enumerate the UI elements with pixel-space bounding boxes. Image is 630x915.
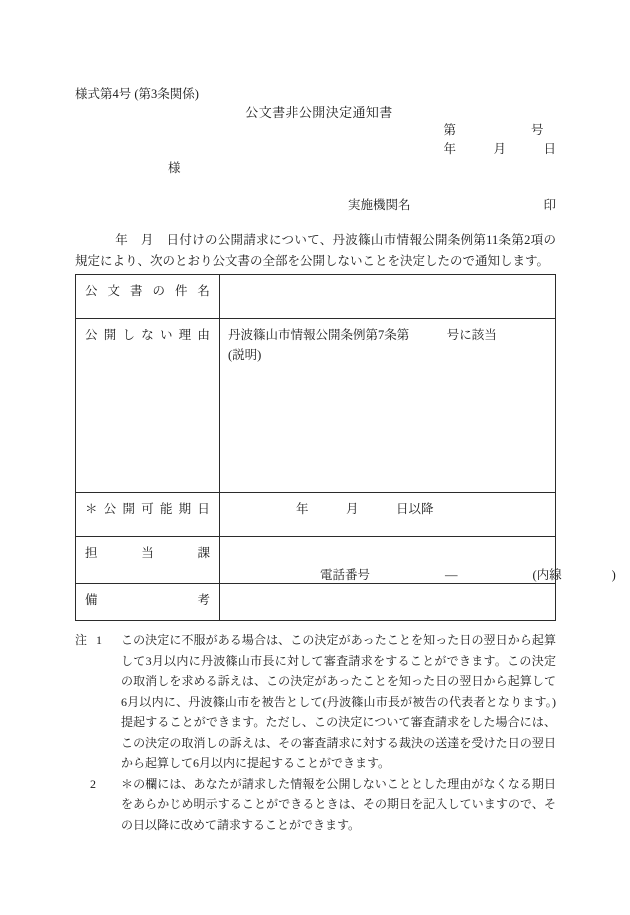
label-subject-text: 公 文 書 の 件 名 bbox=[85, 284, 210, 298]
note-item-2 bbox=[75, 774, 556, 836]
telephone-field: 電話番号 — (内線 ) bbox=[320, 568, 616, 582]
reason-explanation-label: (説明) bbox=[228, 348, 262, 362]
note-item-1 bbox=[75, 630, 556, 774]
reason-ordinance-line: 丹波篠山市情報公開条例第7条第 号に該当 bbox=[228, 328, 497, 342]
disclosable-date-field: 年 月 日以降 bbox=[296, 502, 434, 516]
intro-text: 年 月 日付けの公開請求について、丹波篠山市情報公開条例第11条第2項の規定により、次のとおり公文書の全部を公開しないことを決定したので通知します。 bbox=[75, 233, 556, 268]
table-row-subject bbox=[76, 275, 556, 319]
label-disclosable-date-text: ＊ 公 開 可 能 期 日 bbox=[85, 502, 210, 516]
intro-paragraph bbox=[75, 230, 556, 272]
document-meta bbox=[443, 121, 556, 159]
table-row-department bbox=[76, 537, 556, 584]
notes-section bbox=[75, 630, 556, 835]
label-disclosable-date bbox=[76, 493, 220, 537]
notes-heading: 注 1 bbox=[75, 633, 103, 647]
value-department[interactable] bbox=[220, 537, 616, 584]
note-text-2: ＊の欄には、あなたが請求した情報を公開しないこととした理由がなくなる期日をあらかじめ明示することができるときは、その期日を記入していますので、その日以降に改めて請求することができます。 bbox=[121, 776, 556, 832]
value-reason[interactable] bbox=[220, 319, 556, 493]
value-subject[interactable] bbox=[220, 275, 556, 319]
decision-form-table bbox=[75, 274, 616, 621]
label-remarks bbox=[76, 584, 220, 621]
note-marker-2: 2 bbox=[90, 776, 96, 791]
label-reason-text: 公 開 し な い 理 由 bbox=[85, 328, 210, 342]
form-number: 様式第4号 (第3条関係) bbox=[75, 87, 199, 101]
label-remarks-text: 備 考 bbox=[85, 593, 210, 607]
seal-mark: 印 bbox=[543, 198, 556, 212]
label-department bbox=[76, 537, 220, 584]
note-text-1: この決定に不服がある場合は、この決定があったことを知った日の翌日から起算して3月以内に丹波篠山市長に対して審査請求をすることができます。この決定の取消しを求める訴えは、この決定があったことを知った日の翌日から起算して6月以内に、丹波篠山市を被告として(丹波篠山市長が被告の代表者となります。)提起することができます。ただし、この決定について審査請求をした場合には、この決定の取消しの訴えは、その審査請求に対する裁決の送達を受けた日の翌日から起算して6月以内に提起することができます。 bbox=[121, 633, 556, 770]
value-remarks[interactable] bbox=[220, 584, 556, 621]
issuer-row bbox=[348, 195, 556, 213]
table-row-disclosable-date bbox=[76, 493, 556, 537]
label-subject bbox=[76, 275, 220, 319]
table-row-reason bbox=[76, 319, 556, 493]
value-disclosable-date[interactable] bbox=[220, 493, 556, 537]
table-row-remarks bbox=[76, 584, 556, 621]
document-date-field: 年 月 日 bbox=[443, 142, 556, 156]
addressee-honorific: 様 bbox=[168, 161, 181, 175]
label-reason bbox=[76, 319, 220, 493]
issuing-agency-label: 実施機関名 bbox=[348, 198, 411, 212]
document-title: 公文書非公開決定通知書 bbox=[245, 105, 393, 120]
label-department-text: 担 当 課 bbox=[85, 546, 210, 560]
document-number-field: 第 号 bbox=[443, 123, 544, 137]
